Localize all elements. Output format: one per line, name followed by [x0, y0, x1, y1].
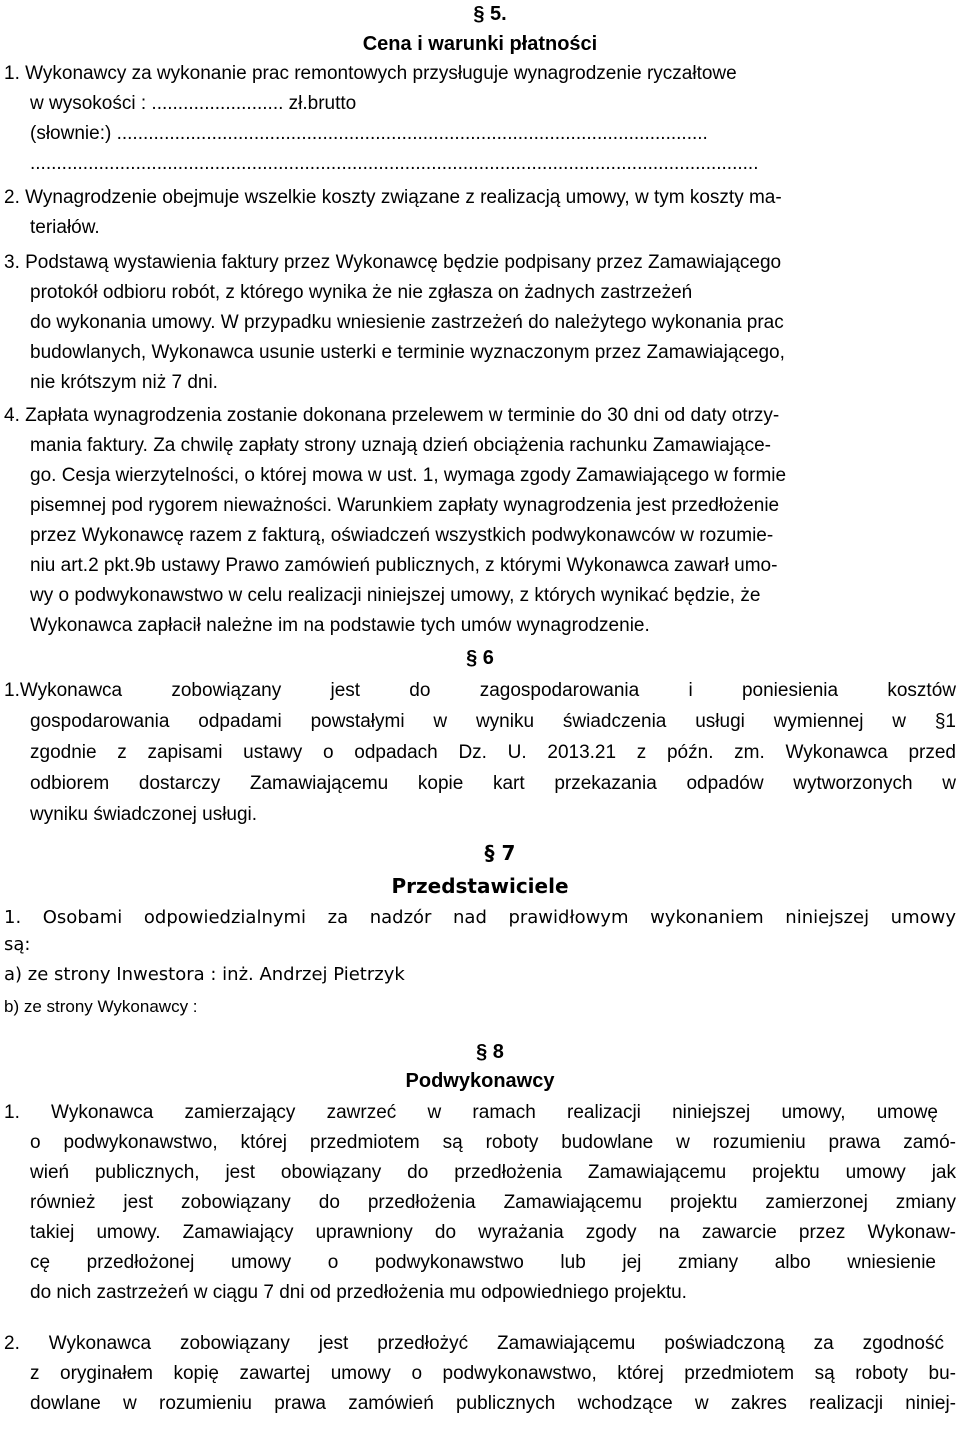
s6-line-1: 1.Wykonawca zobowiązany jest do zagospodarowania i poniesienia kosztów	[4, 680, 956, 701]
s5-line-6: teriałów.	[30, 217, 100, 238]
s5-line-18: wy o podwykonawstwo w celu realizacji niniejszej umowy, z których wynikać będzie, że	[30, 585, 761, 606]
section-8-number: § 8	[476, 1041, 504, 1063]
s5-line-16: przez Wykonawcę razem z fakturą, oświadczeń wszystkich podwykonawców w rozumie-	[30, 525, 774, 546]
s7-line-3: a) ze strony Inwestora : inż. Andrzej Pietrzyk	[4, 964, 405, 985]
s8-line-6: cę przedłożonej umowy o podwykonawstwo lub jej zmiany albo wniesienie	[30, 1252, 936, 1273]
s8-line-3: wień publicznych, jest obowiązany do przedłożenia Zamawiającemu projektu umowy jak	[30, 1162, 956, 1183]
section-5-number: § 5.	[473, 3, 507, 25]
s7-line-1: 1. Osobami odpowiedzialnymi za nadzór nad prawidłowym wykonaniem niniejszej umowy	[4, 907, 956, 928]
section-7-title: Przedstawiciele	[391, 874, 569, 898]
s5-line-17: niu art.2 pkt.9b ustawy Prawo zamówień publicznych, z którymi Wykonawca zawarł umo-	[30, 555, 778, 576]
s8-line-4: również jest zobowiązany do przedłożenia Zamawiającemu projektu zamierzonej zmiany	[30, 1192, 956, 1213]
s5-line-12: 4. Zapłata wynagrodzenia zostanie dokonana przelewem w terminie do 30 dni od daty otrzy-	[4, 405, 780, 426]
s5-line-15: pisemnej pod rygorem nieważności. Warunkiem zapłaty wynagrodzenia jest przedłożenie	[30, 495, 780, 516]
s7-line-4: b) ze strony Wykonawcy :	[4, 997, 198, 1016]
s8-line-8: 2. Wykonawca zobowiązany jest przedłożyć Zamawiającemu poświadczoną za zgodność	[4, 1333, 944, 1354]
s8-line-7: do nich zastrzeżeń w ciągu 7 dni od przedłożenia mu odpowiedniego projektu.	[30, 1282, 687, 1303]
s5-line-13: mania faktury. Za chwilę zapłaty strony uznają dzień obciążenia rachunku Zamawiające-	[30, 435, 772, 456]
s8-line-1: 1. Wykonawca zamierzający zawrzeć w ramach realizacji niniejszej umowy, umowę	[4, 1102, 938, 1123]
s8-line-10: dowlane w rozumieniu prawa zamówień publicznych wchodzące w zakres realizacji niniej-	[30, 1393, 956, 1414]
section-7-number: § 7	[484, 841, 516, 865]
s5-line-2: w wysokości : ......................... zł.brutto	[30, 93, 357, 114]
section-8-title: Podwykonawcy	[405, 1070, 555, 1092]
s5-line-9: do wykonania umowy. W przypadku wniesienie zastrzeżeń do należytego wykonania prac	[30, 312, 784, 333]
s6-line-4: odbiorem dostarczy Zamawiającemu kopie kart przekazania odpadów wytworzonych w	[30, 773, 956, 794]
s6-line-3: zgodnie z zapisami ustawy o odpadach Dz. U. 2013.21 z późn. zm. Wykonawca przed	[30, 742, 956, 763]
s5-line-4: ..........................................................................................................................................	[30, 153, 759, 174]
section-6-number: § 6	[466, 647, 494, 669]
s5-line-19: Wykonawca zapłacił należne im na podstawie tych umów wynagrodzenie.	[30, 615, 650, 636]
section-5-title: Cena i warunki płatności	[362, 33, 598, 55]
s8-line-2: o podwykonawstwo, której przedmiotem są roboty budowlane w rozumieniu prawa zamó-	[30, 1132, 956, 1153]
s8-line-9: z oryginałem kopię zawartej umowy o podwykonawstwo, której przedmiotem są roboty bu-	[30, 1363, 956, 1384]
s6-line-2: gospodarowania odpadami powstałymi w wyniku świadczenia usługi wymiennej w §1	[30, 711, 956, 732]
s5-line-11: nie krótszym niż 7 dni.	[30, 372, 218, 393]
s7-line-2: są:	[4, 934, 31, 955]
s5-line-5: 2. Wynagrodzenie obejmuje wszelkie koszty związane z realizacją umowy, w tym koszty ma-	[4, 187, 782, 208]
s8-line-5: takiej umowy. Zamawiający uprawniony do wyrażania zgody na zawarcie przez Wykonaw-	[30, 1222, 956, 1243]
s6-line-5: wyniku świadczonej usługi.	[30, 804, 258, 825]
s5-line-3: (słownie:) ................................................................................................................	[30, 123, 708, 144]
s5-line-7: 3. Podstawą wystawienia faktury przez Wykonawcę będzie podpisany przez Zamawiającego	[4, 252, 782, 273]
s5-line-1: 1. Wykonawcy za wykonanie prac remontowych przysługuje wynagrodzenie ryczałtowe	[4, 63, 737, 84]
s5-line-14: go. Cesja wierzytelności, o której mowa w ust. 1, wymaga zgody Zamawiającego w formie	[30, 465, 787, 486]
s5-line-8: protokół odbioru robót, z którego wynika że nie zgłasza on żadnych zastrzeżeń	[30, 282, 693, 303]
s5-line-10: budowlanych, Wykonawca usunie usterki e terminie wyznaczonym przez Zamawiającego,	[30, 342, 785, 363]
